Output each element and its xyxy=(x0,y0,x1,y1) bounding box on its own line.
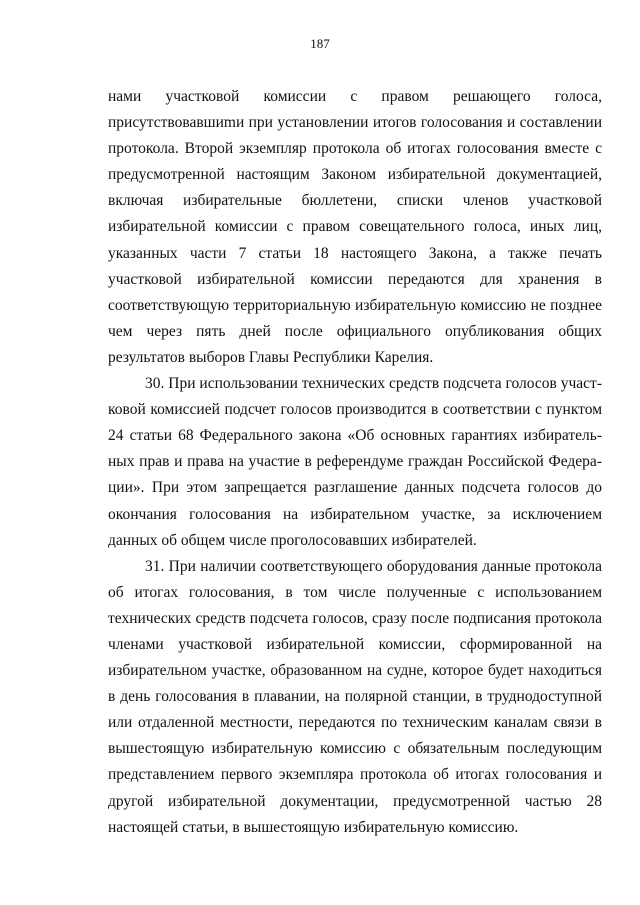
document-body xyxy=(108,84,602,841)
paragraph-31: 31. При наличии соответствующего оборудования данные протокола об итогах голосования, в том числе полученные с использованием технических средств подсчета голосов, сразу после подписания протокола членами участковой избирательной комиссии, сформированной на избирательном участке, образованном на судне, которое будет находиться в день голосования в плавании, на полярной станции, в труднодоступной или отдаленной местности, передаются по техническим каналам связи в вышестоящую избирательную комиссию с обязательным последующим представлением первого экземпляра протокола об итогах голосования и другой избирательной документации, предусмотренной частью 28 настоящей статьи, в вышестоящую избирательную комиссию. xyxy=(108,557,602,836)
paragraph-30: 30. При использовании технических средств подсчета голосов участковой комиссией подсчет голосов производится в соответствии с пунктом 24 статьи 68 Федерального закона «Об основных гарантиях избирательных прав и права на участие в референдуме граждан Российской Федерации». При этом запрещается разглашение данных подсчета голосов до окончания голосования на избирательном участке, за исключением данных об общем числе проголосовавших избирателей. xyxy=(108,375,602,549)
paragraph-continuation: нами участковой комиссии с правом решающего голоса, присутствовавшиmи при установлении итогов голосования и составлении протокола. Второй экземпляр протокола об итогах голосования вместе с предусмотренной настоящим Законом избирательной документацией, включая избирательные бюллетени, списки членов участковой избирательной комиссии с правом совещательного голоса, иных лиц, указанных части 7 статьи 18 настоящего Закона, а также печать участковой избирательной комиссии передаются для хранения в соответствующую территориальную избирательную комиссию не позднее чем через пять дней после официального опубликования общих результатов выборов Главы Республики Карелия. xyxy=(108,88,602,366)
page-number: 187 xyxy=(310,36,330,51)
